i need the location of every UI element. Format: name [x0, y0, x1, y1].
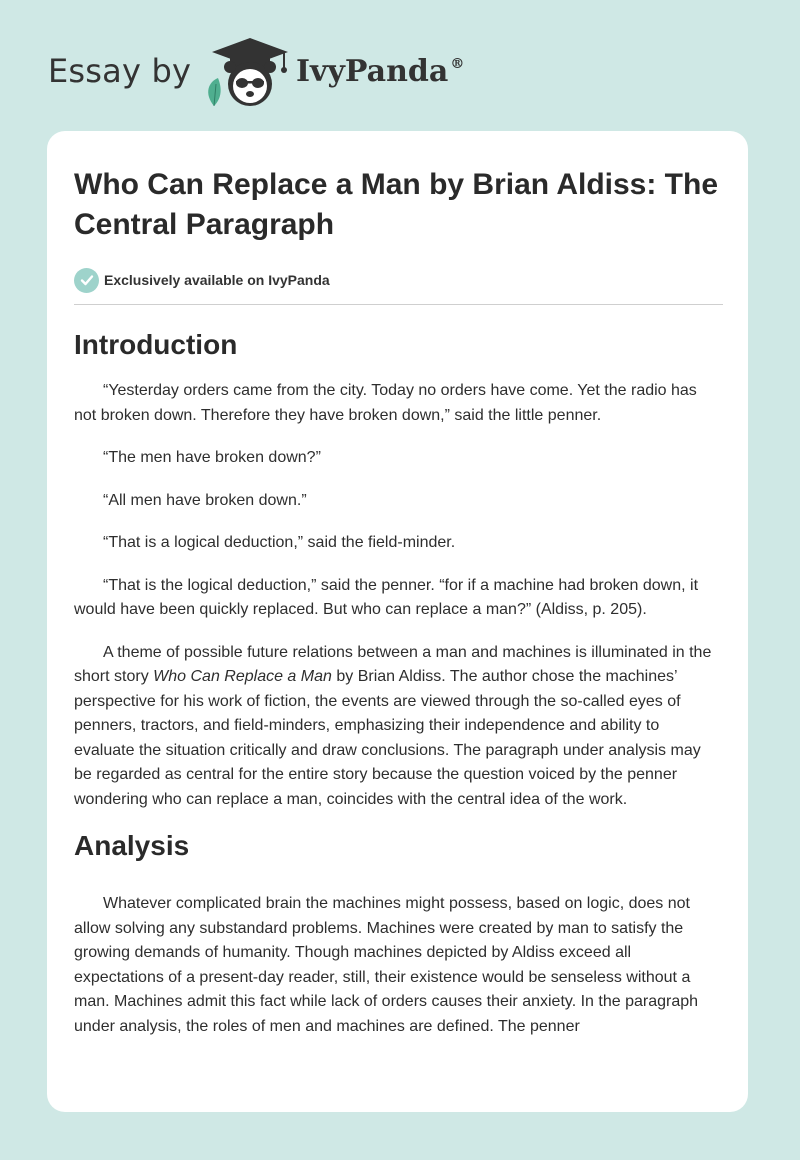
paragraph-text: by Brian Aldiss. The author chose the machines’ perspective for his work of fiction, the events are viewed through the so-called eyes of penners, tractors, and field-minders, emphasizing their independence and ability to evaluate the situation critically and draw conclusions. The paragraph under analysis may be regarded as central for the entire story because the question voiced by the penner wondering who can replace a man, coincides with the central idea of the work.	[74, 668, 701, 808]
story-title: Who Can Replace a Man	[153, 668, 332, 685]
brand-name[interactable]	[296, 54, 464, 89]
analysis-section	[74, 892, 722, 1039]
paragraph: “The men have broken down?”	[103, 449, 321, 466]
paragraph: “Yesterday orders came from the city. Today no orders have come. Yet the radio has not broken down. Therefore they have broken down,” said the little penner.	[74, 382, 697, 424]
site-header	[0, 0, 800, 130]
graduation-panda-icon[interactable]	[200, 34, 296, 110]
section-heading-analysis: Analysis	[74, 830, 190, 861]
essay-content	[74, 165, 722, 1039]
paragraph-text: A theme of possible future relations between a man and machines is illuminated in the short story	[74, 643, 712, 685]
paragraph: “That is the logical deduction,” said the penner. “for if a machine had broken down, it would have been quickly replaced. But who can replace a man?” (Aldiss, p. 205).	[74, 576, 699, 618]
check-icon	[74, 268, 99, 293]
brand-text: IvyPanda	[296, 54, 449, 89]
introduction-section	[74, 379, 722, 812]
essay-card	[47, 131, 748, 1112]
page-title: Who Can Replace a Man by Brian Aldiss: The Central Paragraph	[74, 168, 719, 241]
divider	[74, 304, 723, 305]
paragraph: “That is a logical deduction,” said the field-minder.	[103, 534, 456, 551]
paragraph-theme	[74, 641, 722, 813]
section-heading-introduction: Introduction	[74, 329, 238, 360]
essay-by-label: Essay by	[48, 52, 192, 90]
exclusive-text: Exclusively available on IvyPanda	[104, 272, 330, 288]
registered-mark: ®	[450, 56, 465, 72]
paragraph: Whatever complicated brain the machines might possess, based on logic, does not allow solving any substandard problems. Machines were created by man to satisfy the growing demands of humanity. Though machines depicted by Aldiss exceed all expectations of a present-day reader, still, their existence would be senseless without a man. Machines admit this fact while lack of orders causes their anxiety. In the paragraph under analysis, the roles of men and machines are defined. The penner	[74, 895, 699, 1035]
exclusive-badge	[74, 267, 722, 293]
paragraph: “All men have broken down.”	[103, 491, 307, 509]
